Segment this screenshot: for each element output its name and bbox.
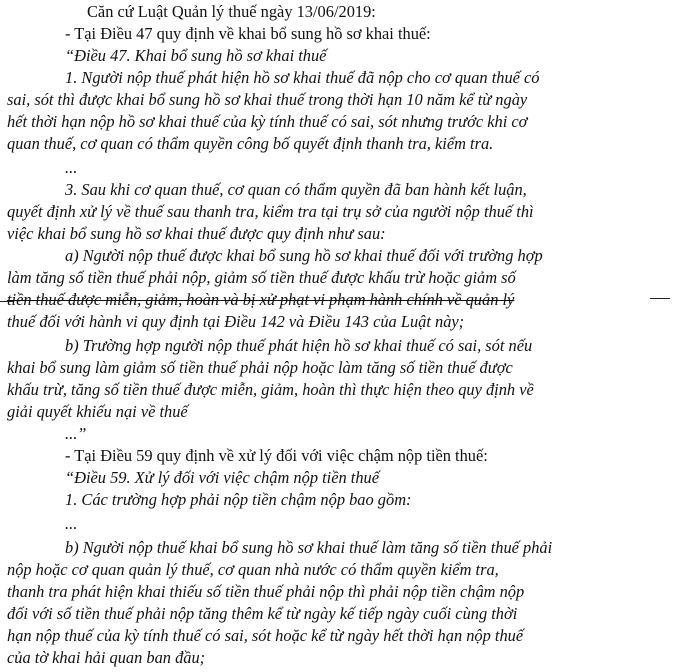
text-line: việc khai bổ sung hồ sơ khai thuế được quy định như sau: [7, 224, 386, 243]
text-line: “Điều 59. Xử lý đối với việc chậm nộp tiền thuế [65, 468, 380, 487]
text-line: khai bổ sung làm giảm số tiền thuế phải nộp hoặc làm tăng số tiền thuế được [7, 358, 513, 377]
text-line: ...” [65, 424, 87, 443]
text-line: giải quyết khiếu nại về thuế [7, 402, 188, 421]
text-line: “Điều 47. Khai bổ sung hồ sơ khai thuế [65, 46, 327, 65]
text-line: hạn nộp thuế của kỳ tính thuế có sai, sót hoặc kể từ ngày hết thời hạn nộp thuế [7, 626, 524, 645]
text-line: thanh tra phát hiện khai thiếu số tiền thuế phải nộp thì phải nộp tiền chậm nộp [7, 582, 525, 601]
text-line: của tờ khai hải quan ban đầu; [7, 648, 206, 667]
text-line: b) Trường hợp người nộp thuế phát hiện hồ sơ khai thuế có sai, sót nếu [65, 336, 533, 355]
text-line: a) Người nộp thuế được khai bổ sung hồ sơ khai thuế đối với trường hợp [65, 246, 543, 265]
text-line: 1. Các trường hợp phải nộp tiền chậm nộp bao gồm: [65, 490, 412, 509]
text-line: ... [65, 514, 78, 533]
text-line: đối với số tiền thuế phải nộp tăng thêm kể từ ngày kế tiếp ngày cuối cùng thời [7, 604, 518, 623]
text-line: Căn cứ Luật Quản lý thuế ngày 13/06/2019: [87, 2, 376, 21]
scan-line-mark [0, 301, 14, 302]
text-line: khấu trừ, tăng số tiền thuế được miễn, giảm, hoàn thì thực hiện theo quy định về [7, 380, 534, 399]
text-line: quan thuế, cơ quan có thẩm quyền công bố quyết định thanh tra, kiểm tra. [7, 134, 494, 153]
text-line: b) Người nộp thuế khai bổ sung hồ sơ khai thuế làm tăng số tiền thuế phải [65, 538, 553, 557]
text-line: 1. Người nộp thuế phát hiện hồ sơ khai thuế đã nộp cho cơ quan thuế có [65, 68, 540, 87]
scan-line-mark [650, 298, 670, 299]
text-line: - Tại Điều 59 quy định về xử lý đối với việc chậm nộp tiền thuế: [65, 446, 488, 465]
text-line: ... [65, 158, 78, 177]
text-line: nộp hoặc cơ quan quản lý thuế, cơ quan nhà nước có thẩm quyền kiểm tra, [7, 560, 499, 579]
text-line: hết thời hạn nộp hồ sơ khai thuế của kỳ tính thuế có sai, sót nhưng trước khi cơ [7, 112, 528, 131]
text-line: 3. Sau khi cơ quan thuế, cơ quan có thẩm quyền đã ban hành kết luận, [65, 180, 527, 199]
text-line: - Tại Điều 47 quy định về khai bổ sung hồ sơ khai thuế: [65, 24, 431, 43]
text-line: làm tăng số tiền thuế phải nộp, giảm số tiền thuế được khấu trừ hoặc giảm số [7, 268, 516, 287]
text-line: quyết định xử lý về thuế sau thanh tra, kiểm tra tại trụ sở của người nộp thuế thì [7, 202, 534, 221]
text-line: tiền thuế được miễn, giảm, hoàn và bị xử phạt vi phạm hành chính về quản lý [7, 290, 515, 309]
text-line: thuế đối với hành vi quy định tại Điều 142 và Điều 143 của Luật này; [7, 312, 465, 331]
text-line: sai, sót thì được khai bổ sung hồ sơ khai thuế trong thời hạn 10 năm kể từ ngày [7, 90, 528, 109]
